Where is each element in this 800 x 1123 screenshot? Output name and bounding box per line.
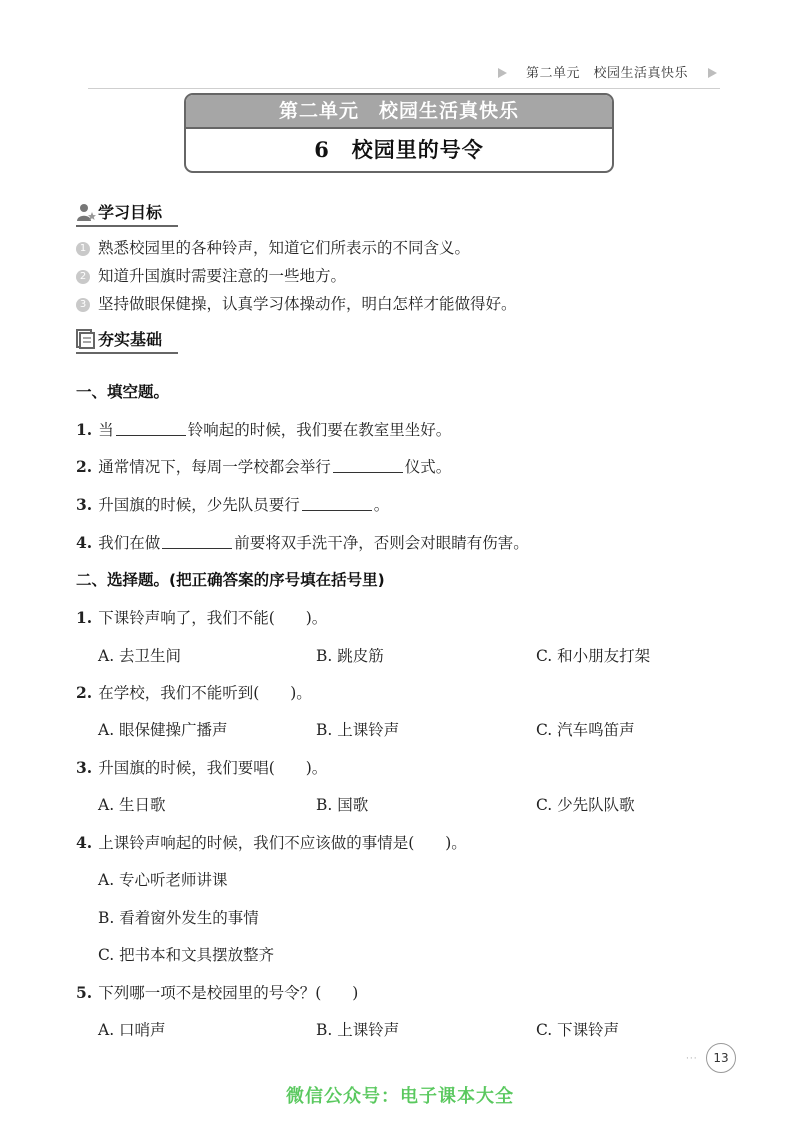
question-number: 1. — [76, 420, 93, 439]
fill-question — [76, 493, 389, 515]
question-number: 4. — [76, 833, 93, 852]
part2-title: 二、选择题。(把正确答案的序号填在括号里) — [76, 571, 385, 589]
option-c[interactable]: C. 少先队队歌 — [536, 796, 635, 814]
triangle-marker-icon — [498, 68, 507, 78]
question-number: 2. — [76, 457, 93, 476]
goal-item — [76, 264, 346, 286]
choice-question — [76, 981, 358, 1003]
part1-title: 一、填空题。 — [76, 383, 170, 401]
fill-question — [76, 418, 451, 440]
learner-icon — [76, 202, 96, 222]
question-number: 3. — [76, 495, 93, 514]
question-text-before: 我们在做 — [98, 534, 161, 552]
basics-section-title: 夯实基础 — [98, 330, 163, 349]
notebook-icon — [76, 329, 96, 349]
option-c[interactable]: C. 和小朋友打架 — [536, 647, 651, 665]
goal-number: 2 — [76, 270, 90, 284]
question-text-after: 前要将双手洗干净，否则会对眼睛有伤害。 — [234, 534, 529, 552]
question-text: 升国旗的时候，我们要唱( )。 — [98, 759, 328, 777]
question-number: 1. — [76, 608, 93, 627]
watermark-text: 微信公众号：电子课本大全 — [286, 1086, 514, 1107]
goals-section-title: 学习目标 — [98, 203, 163, 222]
question-text: 下课铃声响了，我们不能( )。 — [98, 609, 328, 627]
running-header — [0, 58, 800, 88]
answer-blank[interactable] — [162, 534, 232, 549]
choice-question — [76, 606, 327, 628]
question-text-after: 铃响起的时候，我们要在教室里坐好。 — [187, 421, 452, 439]
option-b[interactable]: B. 看着窗外发生的事情 — [98, 909, 259, 927]
page-number-dots: ··· — [686, 1054, 698, 1064]
page-number: 13 — [706, 1043, 736, 1073]
question-text: 下列哪一项不是校园里的号令？( ) — [98, 984, 359, 1002]
option-b[interactable]: B. 上课铃声 — [316, 1021, 400, 1039]
goal-item — [76, 236, 470, 258]
option-a[interactable]: A. 去卫生间 — [98, 647, 182, 665]
question-text-after: 仪式。 — [404, 458, 452, 476]
question-text: 上课铃声响起的时候，我们不应该做的事情是( )。 — [98, 834, 467, 852]
answer-blank[interactable] — [333, 458, 403, 473]
question-number: 2. — [76, 683, 93, 702]
fill-question — [76, 531, 529, 553]
question-number: 5. — [76, 983, 93, 1002]
question-text: 在学校，我们不能听到( )。 — [98, 684, 312, 702]
section-underline — [76, 352, 178, 354]
goal-text: 知道升国旗时需要注意的一些地方。 — [98, 267, 347, 285]
choice-question — [76, 756, 327, 778]
triangle-marker-icon — [708, 68, 717, 78]
goal-text: 坚持做眼保健操，认真学习体操动作，明白怎样才能做得好。 — [98, 295, 517, 313]
option-b[interactable]: B. 国歌 — [316, 796, 369, 814]
fill-question — [76, 455, 451, 477]
option-a[interactable]: A. 眼保健操广播声 — [98, 721, 228, 739]
question-number: 3. — [76, 758, 93, 777]
running-header-text: 第二单元 校园生活真快乐 — [526, 66, 689, 81]
unit-title: 第二单元 校园生活真快乐 — [186, 95, 612, 129]
option-b[interactable]: B. 上课铃声 — [316, 721, 400, 739]
option-a[interactable]: A. 口哨声 — [98, 1021, 166, 1039]
answer-blank[interactable] — [116, 421, 186, 436]
goals-section-header — [76, 200, 196, 226]
question-text-before: 当 — [98, 421, 114, 439]
option-a[interactable]: A. 生日歌 — [98, 796, 166, 814]
option-c[interactable]: C. 把书本和文具摆放整齐 — [98, 946, 275, 964]
lesson-title: 6 校园里的号令 — [314, 137, 484, 162]
lesson-title-box — [184, 93, 614, 173]
choice-question — [76, 831, 467, 853]
goal-text: 熟悉校园里的各种铃声，知道它们所表示的不同含义。 — [98, 239, 471, 257]
question-number: 4. — [76, 533, 93, 552]
option-a[interactable]: A. 专心听老师讲课 — [98, 871, 228, 889]
option-c[interactable]: C. 汽车鸣笛声 — [536, 721, 635, 739]
header-rule — [88, 88, 720, 89]
option-c[interactable]: C. 下课铃声 — [536, 1021, 620, 1039]
goal-number: 1 — [76, 242, 90, 256]
question-text-after: 。 — [373, 496, 390, 514]
goal-item — [76, 292, 517, 314]
choice-question — [76, 681, 312, 703]
goal-number: 3 — [76, 298, 90, 312]
option-b[interactable]: B. 跳皮筋 — [316, 647, 384, 665]
basics-section-header — [76, 327, 196, 353]
question-text-before: 通常情况下，每周一学校都会举行 — [98, 458, 331, 476]
answer-blank[interactable] — [302, 496, 372, 511]
question-text-before: 升国旗的时候，少先队员要行 — [98, 496, 300, 514]
section-underline — [76, 225, 178, 227]
